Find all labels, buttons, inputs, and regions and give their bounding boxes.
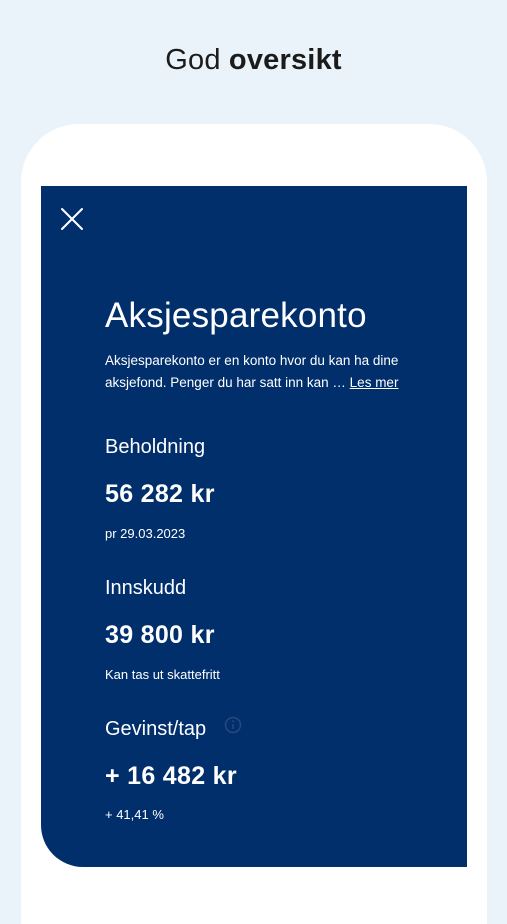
info-icon <box>224 716 242 734</box>
holdings-date: pr 29.03.2023 <box>105 526 186 541</box>
account-title: Aksjesparekonto <box>105 296 367 335</box>
gain-loss-value: + 16 482 kr <box>105 762 237 790</box>
gain-loss-percent: + 41,41 % <box>105 807 164 822</box>
read-more-link[interactable]: Les mer <box>349 375 399 390</box>
headline-regular: God <box>165 44 221 76</box>
account-description-text: Aksjesparekonto er en konto hvor du kan ha dine aksjefond. Penger du har satt inn kan … <box>105 353 399 390</box>
holdings-value: 56 282 kr <box>105 480 215 508</box>
info-button[interactable] <box>224 716 242 740</box>
account-description <box>105 350 425 394</box>
holdings-label: Beholdning <box>105 436 206 458</box>
gain-loss-label: Gevinst/tap <box>105 718 207 740</box>
account-detail-panel <box>41 186 467 867</box>
gain-loss-heading <box>105 718 242 741</box>
headline-bold: oversikt <box>228 44 342 76</box>
close-icon <box>55 202 89 236</box>
close-button[interactable] <box>55 202 89 236</box>
deposits-note: Kan tas ut skattefritt <box>105 667 220 682</box>
deposits-value: 39 800 kr <box>105 621 215 649</box>
deposits-label: Innskudd <box>105 577 187 599</box>
headline <box>0 44 507 77</box>
